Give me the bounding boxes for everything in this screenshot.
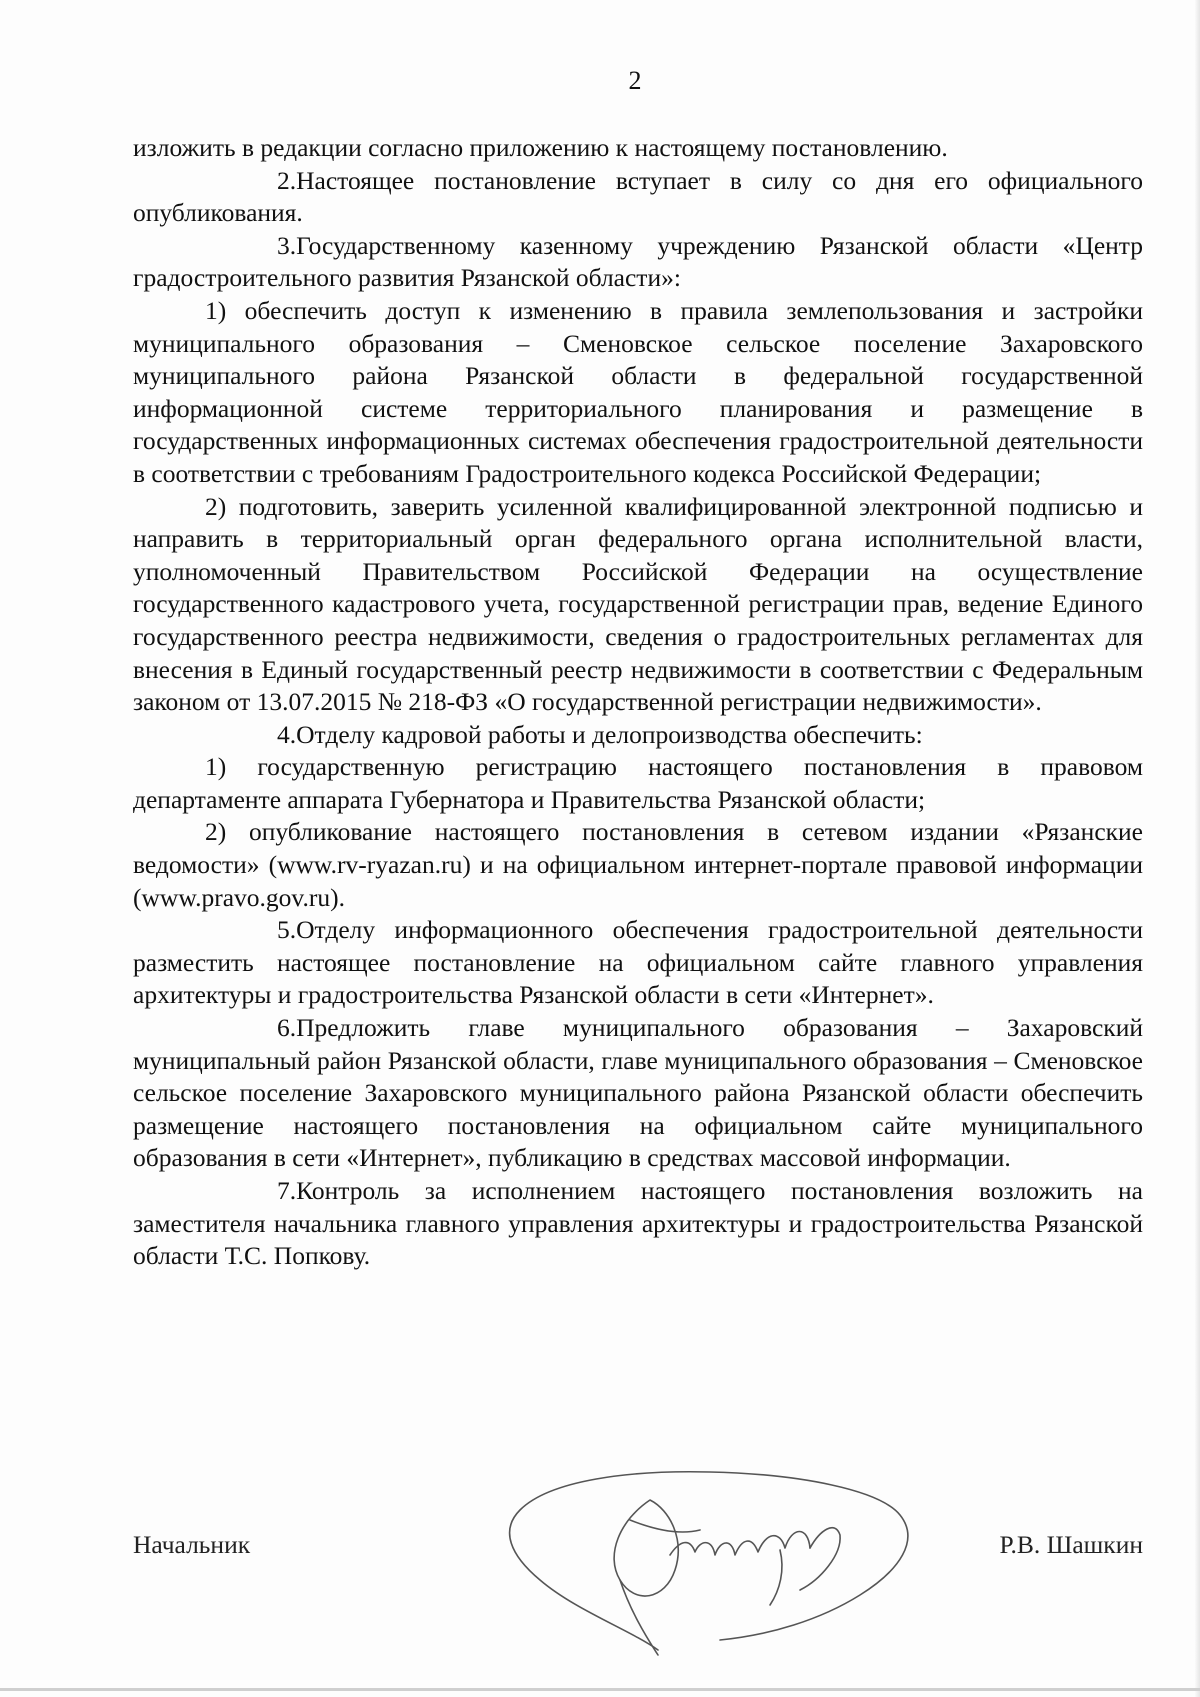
paragraph-text: изложить в редакции согласно приложению к настоящему постановлению. (133, 133, 948, 162)
paragraph-item-2 (133, 165, 1143, 230)
scan-edge-shadow (1194, 0, 1200, 1697)
signatory-name: Р.В. Шашкин (999, 1530, 1143, 1559)
document-body (133, 132, 1143, 1273)
paragraph-subitem-3-1 (133, 295, 1143, 491)
item-number: 4. (277, 719, 297, 749)
page-number: 2 (628, 66, 642, 95)
paragraph-text: 1) обеспечить доступ к изменению в правила землепользования и застройки муниципального образования – Сменовское сельское поселение Захаровского муниципального района Рязанской области в федеральной государственной информационной системе территориального планирования и размещение в государственных информационных системах обеспечения градостроительной деятельности в соответствии с требованиям Градостроительного кодекса Российской Федерации; (133, 295, 1143, 488)
paragraph-text: Отделу информационного обеспечения градостроительной деятельности разместить настоящее постановление на официальном сайте главного управления архитектуры и градостроительства Рязанской области в сети «Интернет». (133, 915, 1143, 1010)
paragraph-text: Отделу кадровой работы и делопроизводства обеспечить: (296, 719, 923, 749)
paragraph-text: 2) опубликование настоящего постановления в сетевом издании «Рязанские ведомости» (www.rv-ryazan.ru) и на официальном интернет-портале правовой информации (www.pravo.gov.ru). (133, 817, 1143, 912)
paragraph-item-4 (133, 719, 1143, 752)
item-number: 3. (277, 230, 297, 260)
paragraph-text: 1) государственную регистрацию настоящего постановления в правовом департаменте аппарата Губернатора и Правительства Рязанской области; (133, 752, 1143, 814)
handwritten-signature (480, 1460, 940, 1660)
paragraph-item-3 (133, 230, 1143, 295)
item-number: 2. (277, 165, 297, 195)
paragraph-text: Предложить главе муниципального образования – Захаровский муниципальный район Рязанской области, главе муниципального образования – Сменовское сельское поселение Захаровского муниципального района Рязанской области обеспечить размещение настоящего постановления на официальном сайте муниципального образования в сети «Интернет», публикацию в средствах массовой информации. (133, 1013, 1143, 1173)
item-number: 5. (277, 915, 297, 945)
paragraph-subitem-4-1 (133, 751, 1143, 816)
paragraph-text: 2) подготовить, заверить усиленной квалифицированной электронной подписью и направить в территориальный орган федерального органа исполнительной власти, уполномоченный Правительством Российской Федерации на осуществление государственного кадастрового учета, государственной регистрации прав, ведение Единого государственного реестра недвижимости, сведения о градостроительных регламентах для внесения в Единый государственный реестр недвижимости в соответствии с Федеральным законом от 13.07.2015 № 218-ФЗ «О государственной регистрации недвижимости». (133, 491, 1143, 717)
paragraph-item-7 (133, 1175, 1143, 1273)
paragraph-subitem-3-2 (133, 491, 1143, 719)
signatory-title: Начальник (133, 1530, 251, 1559)
scan-bottom-edge (0, 1688, 1200, 1691)
paragraph-text: Контроль за исполнением настоящего постановления возложить на заместителя начальника главного управления архитектуры и градостроительства Рязанской области Т.С. Попкову. (133, 1176, 1143, 1271)
item-number: 7. (277, 1176, 297, 1205)
paragraph-continuation (133, 132, 1143, 165)
paragraph-text: Настоящее постановление вступает в силу со дня его официального опубликования. (133, 165, 1143, 228)
paragraph-item-5 (133, 914, 1143, 1012)
paragraph-item-6 (133, 1012, 1143, 1175)
paragraph-text: Государственному казенному учреждению Рязанской области «Центр градостроительного развития Рязанской области»: (133, 230, 1143, 293)
item-number: 6. (277, 1013, 297, 1043)
paragraph-subitem-4-2 (133, 816, 1143, 914)
